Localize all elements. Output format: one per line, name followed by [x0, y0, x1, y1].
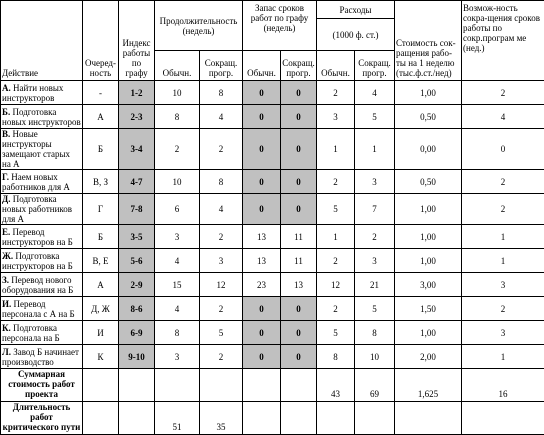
expenses-reduced-cell: 2	[355, 225, 395, 249]
cost-per-week-cell: 1,00	[395, 225, 462, 249]
action-text: Новые инструкторы замещают старых на А	[2, 129, 70, 169]
duration-group-header: Продолжительность (недель)	[155, 1, 243, 51]
action-cell	[1, 345, 83, 369]
expenses-normal-header: Обычн.	[317, 51, 355, 81]
slack-reduced-cell: 0	[281, 81, 317, 105]
queue-cell: И	[83, 321, 119, 345]
action-letter: Б.	[2, 107, 10, 117]
action-cell	[1, 249, 83, 273]
slack-normal-header: Обычн.	[243, 51, 281, 81]
col-possible-reduction-header: Возмож-ность сокра-щения сроков работы по сокр.програм ме (нед.)	[462, 1, 544, 81]
duration-reduced-cell: 8	[200, 81, 243, 105]
cost-per-week-cell: 0,50	[395, 170, 462, 194]
possible-reduction-cell: 0	[462, 129, 544, 170]
expenses-reduced-cell: 8	[355, 321, 395, 345]
table-row	[1, 105, 544, 129]
slack-normal-cell: 0	[243, 194, 281, 225]
expenses-reduced-cell: 1	[355, 129, 395, 170]
expenses-reduced-cell: 5	[355, 297, 395, 321]
col-index-header: Индекс работы по графу	[119, 1, 155, 81]
expenses-reduced-cell: 3	[355, 249, 395, 273]
action-cell	[1, 297, 83, 321]
table-row	[1, 194, 544, 225]
expenses-unit-header: (1000 ф. ст.)	[317, 19, 395, 51]
possible-reduction-cell: 2	[462, 170, 544, 194]
slack-reduced-cell: 13	[281, 273, 317, 297]
duration-reduced-cell: 5	[200, 321, 243, 345]
cost-per-week-cell: 1,50	[395, 297, 462, 321]
expenses-normal-cell: 1	[317, 225, 355, 249]
slack-reduced-cell: 0	[281, 345, 317, 369]
index-cell: 9-10	[119, 345, 155, 369]
expenses-reduced-cell: 5	[355, 105, 395, 129]
col-action-header: Действие	[1, 1, 83, 81]
slack-normal-cell: 13	[243, 225, 281, 249]
total-cost-label: Суммарная стоимость работ проекта	[1, 369, 83, 402]
index-cell: 5-6	[119, 249, 155, 273]
expenses-normal-cell: 8	[317, 345, 355, 369]
total-possible-reduction: 16	[462, 369, 544, 402]
duration-normal-cell: 4	[155, 249, 200, 273]
queue-cell: Б	[83, 225, 119, 249]
action-letter: Ж.	[2, 251, 13, 261]
slack-normal-cell: 0	[243, 105, 281, 129]
expenses-normal-cell: 5	[317, 194, 355, 225]
slack-reduced-header: Сокращ. прогр.	[281, 51, 317, 81]
table-row	[1, 249, 544, 273]
slack-reduced-cell: 0	[281, 297, 317, 321]
possible-reduction-cell: 3	[462, 321, 544, 345]
slack-group-header: Запас сроков работ по графу (недель)	[243, 1, 317, 51]
cost-per-week-cell: 0,50	[395, 105, 462, 129]
table-row	[1, 170, 544, 194]
index-cell: 2-3	[119, 105, 155, 129]
index-cell: 2-9	[119, 273, 155, 297]
col-cost-per-week-header: Стоимость сок-ращения рабо-ты на 1 неделю (тыс.ф.ст./нед)	[395, 1, 462, 81]
duration-reduced-header: Сокращ. прогр.	[200, 51, 243, 81]
action-cell	[1, 321, 83, 345]
possible-reduction-cell: 1	[462, 249, 544, 273]
expenses-reduced-header: Сокращ. прогр.	[355, 51, 395, 81]
slack-reduced-cell: 0	[281, 170, 317, 194]
action-text: Подготовка новых инструкторов	[2, 107, 81, 127]
slack-normal-cell: 0	[243, 81, 281, 105]
slack-reduced-cell: 0	[281, 321, 317, 345]
duration-normal-cell: 3	[155, 225, 200, 249]
slack-normal-cell: 0	[243, 345, 281, 369]
table-row	[1, 321, 544, 345]
index-cell: 6-9	[119, 321, 155, 345]
slack-normal-cell: 0	[243, 321, 281, 345]
slack-normal-cell: 23	[243, 273, 281, 297]
action-cell	[1, 129, 83, 170]
duration-reduced-cell: 4	[200, 194, 243, 225]
possible-reduction-cell: 2	[462, 81, 544, 105]
action-cell	[1, 105, 83, 129]
duration-reduced-cell: 2	[200, 297, 243, 321]
slack-normal-cell: 13	[243, 249, 281, 273]
expenses-group-header: Расходы	[317, 1, 395, 19]
possible-reduction-cell: 1	[462, 345, 544, 369]
table-row	[1, 81, 544, 105]
index-cell: 8-6	[119, 297, 155, 321]
slack-normal-cell: 0	[243, 170, 281, 194]
action-letter: З.	[2, 275, 9, 285]
slack-normal-cell: 0	[243, 129, 281, 170]
expenses-reduced-cell: 7	[355, 194, 395, 225]
table-row	[1, 225, 544, 249]
total-cost-per-week: 1,625	[395, 369, 462, 402]
action-text: Перевод персонала с А на Б	[2, 299, 75, 319]
cost-per-week-cell: 2,00	[395, 345, 462, 369]
duration-reduced-cell: 2	[200, 225, 243, 249]
action-text: Подготовка новых работников для А	[2, 194, 72, 224]
duration-normal-cell: 10	[155, 170, 200, 194]
duration-reduced-cell: 8	[200, 170, 243, 194]
action-letter: К.	[2, 323, 11, 333]
expenses-reduced-cell: 10	[355, 345, 395, 369]
index-cell: 7-8	[119, 194, 155, 225]
queue-cell: А	[83, 273, 119, 297]
action-cell	[1, 81, 83, 105]
expenses-normal-cell: 2	[317, 297, 355, 321]
action-text: Перевод нового оборудования на Б	[2, 275, 73, 295]
action-letter: Е.	[2, 227, 10, 237]
table-row	[1, 273, 544, 297]
critical-path-label: Длительность работ критического пути	[1, 402, 83, 435]
action-letter: Д.	[2, 194, 10, 204]
index-cell: 3-4	[119, 129, 155, 170]
table-row	[1, 345, 544, 369]
action-letter: Г.	[2, 172, 9, 182]
duration-reduced-cell: 2	[200, 345, 243, 369]
action-text: Перевод инструкторов на Б	[2, 227, 73, 247]
queue-cell: Д, Ж	[83, 297, 119, 321]
possible-reduction-cell: 3	[462, 273, 544, 297]
action-letter: И.	[2, 299, 11, 309]
queue-cell: А	[83, 105, 119, 129]
expenses-reduced-cell: 4	[355, 81, 395, 105]
cost-per-week-cell: 1,00	[395, 321, 462, 345]
duration-normal-cell: 3	[155, 345, 200, 369]
action-letter: В.	[2, 129, 10, 139]
action-text: Наем новых работников для А	[2, 172, 70, 192]
duration-normal-cell: 8	[155, 105, 200, 129]
slack-reduced-cell: 11	[281, 249, 317, 273]
action-cell	[1, 225, 83, 249]
critical-duration-normal: 51	[155, 402, 200, 435]
cost-per-week-cell: 1,00	[395, 81, 462, 105]
total-expenses-reduced: 69	[355, 369, 395, 402]
action-text: Подготовка инструкторов на Б	[2, 251, 73, 271]
queue-cell: В, Е	[83, 249, 119, 273]
action-text: Завод Б начинает производство	[2, 347, 79, 367]
expenses-normal-cell: 2	[317, 249, 355, 273]
queue-cell: К	[83, 345, 119, 369]
col-queue-header: Очеред-ность	[83, 1, 119, 81]
duration-normal-cell: 10	[155, 81, 200, 105]
header-row-1	[1, 1, 544, 19]
duration-normal-header: Обычн.	[155, 51, 200, 81]
queue-cell: -	[83, 81, 119, 105]
expenses-normal-cell: 2	[317, 81, 355, 105]
possible-reduction-cell: 2	[462, 194, 544, 225]
table-row	[1, 129, 544, 170]
possible-reduction-cell: 1	[462, 225, 544, 249]
duration-reduced-cell: 2	[200, 129, 243, 170]
action-cell	[1, 194, 83, 225]
expenses-reduced-cell: 3	[355, 170, 395, 194]
action-text: Найти новых инструкторов	[2, 83, 63, 103]
queue-cell: Б	[83, 129, 119, 170]
duration-normal-cell: 2	[155, 129, 200, 170]
expenses-normal-cell: 1	[317, 129, 355, 170]
cost-per-week-cell: 0,00	[395, 129, 462, 170]
duration-reduced-cell: 4	[200, 105, 243, 129]
duration-normal-cell: 8	[155, 321, 200, 345]
expenses-normal-cell: 3	[317, 105, 355, 129]
slack-reduced-cell: 11	[281, 225, 317, 249]
duration-normal-cell: 4	[155, 297, 200, 321]
duration-normal-cell: 15	[155, 273, 200, 297]
duration-normal-cell: 6	[155, 194, 200, 225]
action-text: Подготовка персонала на Б	[2, 323, 60, 343]
duration-reduced-cell: 3	[200, 249, 243, 273]
expenses-reduced-cell: 21	[355, 273, 395, 297]
expenses-normal-cell: 5	[317, 321, 355, 345]
action-letter: А.	[2, 83, 11, 93]
expenses-normal-cell: 2	[317, 170, 355, 194]
table-row	[1, 297, 544, 321]
slack-normal-cell: 0	[243, 297, 281, 321]
cost-per-week-cell: 3,00	[395, 273, 462, 297]
possible-reduction-cell: 4	[462, 105, 544, 129]
action-cell	[1, 273, 83, 297]
cost-per-week-cell: 1,00	[395, 194, 462, 225]
critical-duration-reduced: 35	[200, 402, 243, 435]
critical-path-row	[1, 402, 544, 435]
action-letter: Л.	[2, 347, 11, 357]
slack-reduced-cell: 0	[281, 194, 317, 225]
index-cell: 3-5	[119, 225, 155, 249]
expenses-normal-cell: 12	[317, 273, 355, 297]
queue-cell: Г	[83, 194, 119, 225]
action-cell	[1, 170, 83, 194]
queue-cell: В, З	[83, 170, 119, 194]
duration-reduced-cell: 12	[200, 273, 243, 297]
slack-reduced-cell: 0	[281, 129, 317, 170]
total-expenses-normal: 43	[317, 369, 355, 402]
slack-reduced-cell: 0	[281, 105, 317, 129]
index-cell: 1-2	[119, 81, 155, 105]
possible-reduction-cell: 2	[462, 297, 544, 321]
cost-per-week-cell: 1,00	[395, 249, 462, 273]
index-cell: 4-7	[119, 170, 155, 194]
total-cost-row	[1, 369, 544, 402]
